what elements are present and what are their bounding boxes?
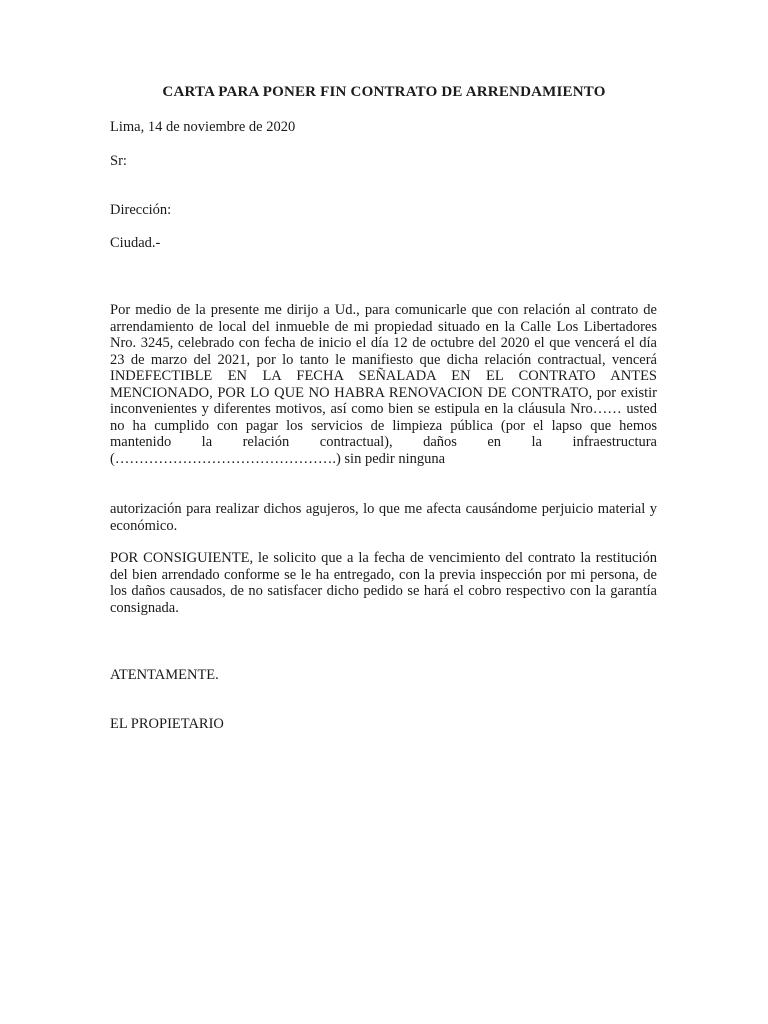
body-paragraph-2: autorización para realizar dichos agujeros, lo que me afecta causándome perjuicio material y económico. — [110, 501, 657, 534]
closing-line: ATENTAMENTE. — [110, 667, 219, 683]
document-title: CARTA PARA PONER FIN CONTRATO DE ARRENDAMIENTO — [162, 84, 606, 100]
city-line: Ciudad.- — [110, 235, 161, 251]
date-line: Lima, 14 de noviembre de 2020 — [110, 119, 296, 135]
recipient-line: Sr: — [110, 153, 127, 169]
body-paragraph-3: POR CONSIGUIENTE, le solicito que a la fecha de vencimiento del contrato la restitución del bien arrendado conforme se le ha entregado, con la previa inspección por mi persona, de los daños causados, de no satisfacer dicho pedido se hará el cobro respectivo con la garantía consignada. — [110, 550, 657, 616]
address-line: Dirección: — [110, 202, 172, 218]
signature-line: EL PROPIETARIO — [110, 716, 224, 732]
body-paragraph-1: Por medio de la presente me dirijo a Ud., para comunicarle que con relación al contrato de arrendamiento de local del inmueble de mi propiedad situado en la Calle Los Libertadores Nro. 3245, celebrado con fecha de inicio el día 12 de octubre del 2020 el que vencerá el día 23 de marzo del 2021, por lo tanto le manifiesto que dicha relación contractual, vencerá INDEFECTIBLE EN LA FECHA SEÑALADA EN EL CONTRATO ANTES MENCIONADO, POR LO QUE NO HABRA RENOVACION DE CONTRATO, por existir inconvenientes y diferentes motivos, así como bien se estipula en la cláusula Nro…… usted no ha cumplido con pagar los servicios de limpieza pública (por el lapso que hemos mantenido la relación contractual), daños en la infraestructura (……………………………………….) sin pedir ninguna — [110, 302, 657, 467]
